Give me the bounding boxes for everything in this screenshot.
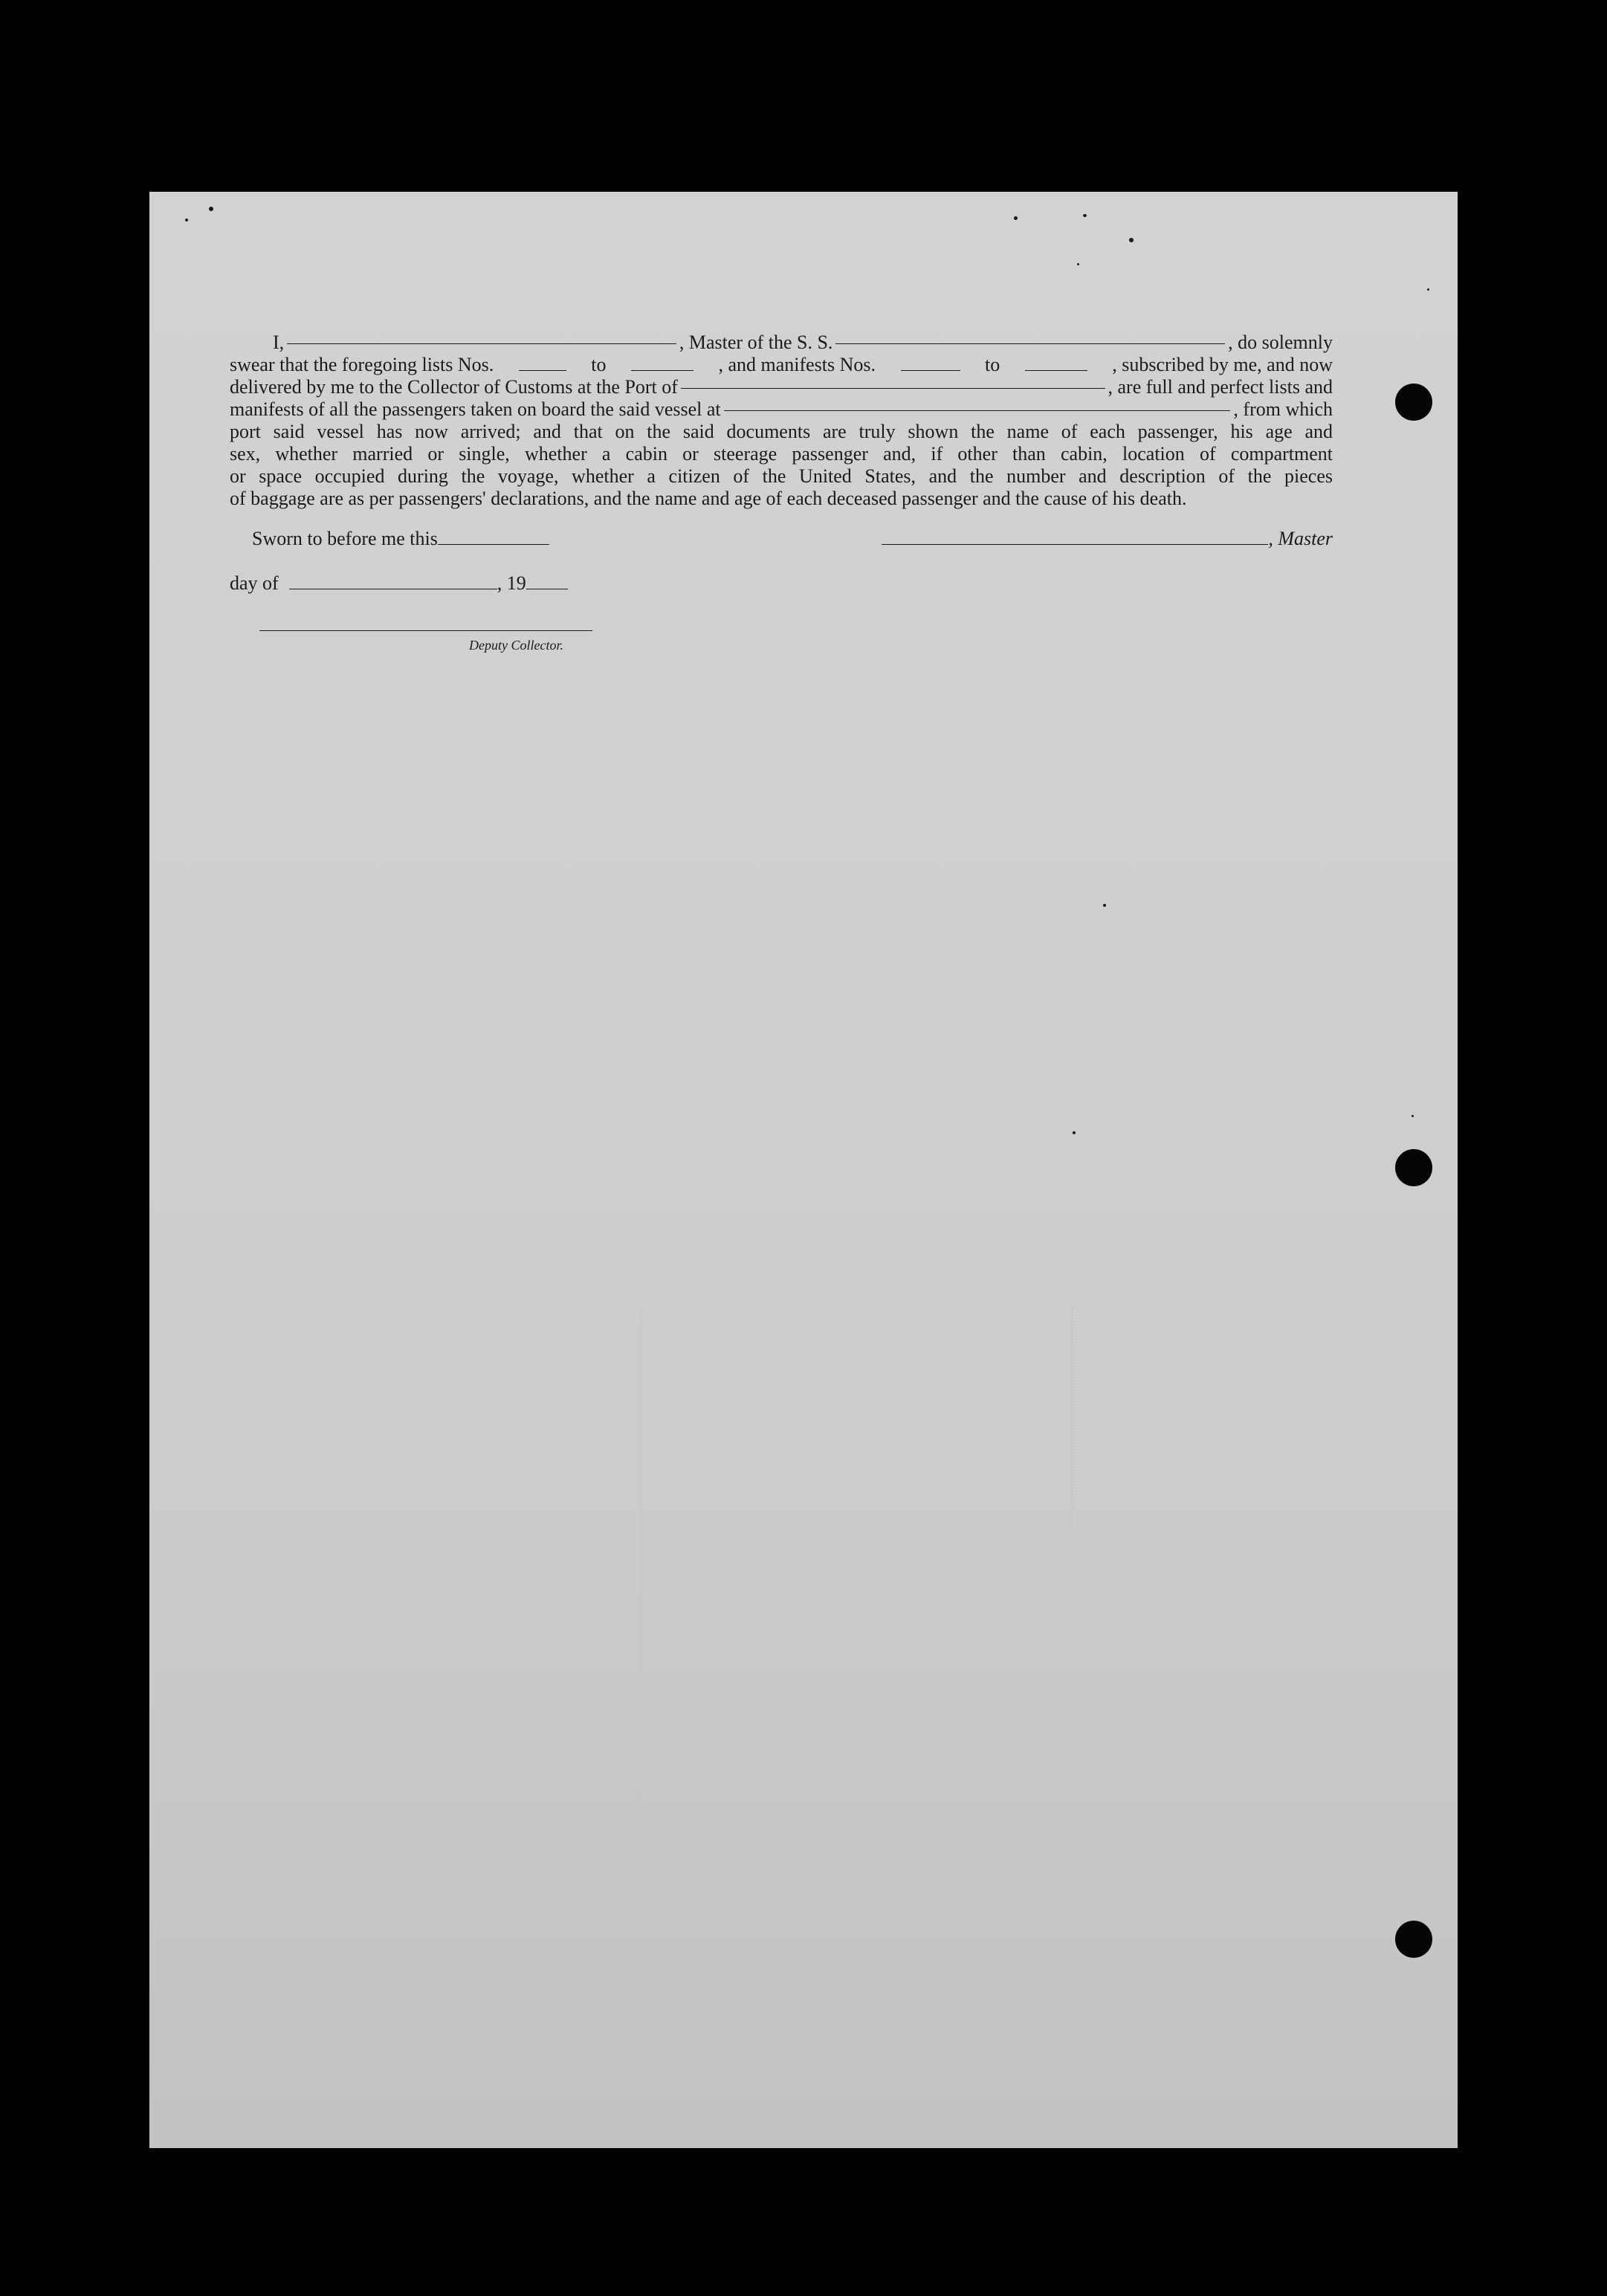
port-blank — [681, 388, 1105, 389]
manifests-to-blank — [1025, 370, 1087, 371]
sworn-label: Sworn to before me this — [252, 528, 438, 549]
paper-speck — [1014, 216, 1018, 220]
bleed-through-mark — [640, 1307, 731, 1827]
oath-line-1: I, , Master of the S. S. , do solemnly — [273, 332, 1333, 353]
oath-line-2: swear that the foregoing lists Nos. to , and manifests Nos. to , subscribed by me, and now — [230, 354, 1333, 375]
day-of-label: day of — [230, 572, 279, 594]
master-label: , Master — [1268, 528, 1333, 549]
master-name-blank — [287, 343, 676, 344]
bleed-through-mark — [1071, 1307, 1184, 1530]
oath-line-5: port said vessel has now arrived; and that on the said documents are truly shown the name of each passenger, his age and — [230, 421, 1333, 442]
paper-speck — [1077, 263, 1079, 265]
oath-line-6: sex, whether married or single, whether a cabin or steerage passenger and, if other than cabin, location of compartment — [230, 443, 1333, 465]
paper-speck — [185, 219, 188, 221]
deputy-collector-signature-line — [259, 630, 592, 631]
paper-speck — [1103, 904, 1106, 907]
year-prefix: , 19 — [497, 572, 526, 594]
lists-to-blank — [631, 370, 693, 371]
oath-line-4: manifests of all the passengers taken on board the said vessel at , from which — [230, 398, 1333, 420]
lists-from-blank — [519, 370, 566, 371]
document-page — [149, 192, 1458, 2148]
paper-speck — [1073, 1131, 1076, 1134]
manifests-from-blank — [901, 370, 960, 371]
oath-line-8: of baggage are as per passengers' declarations, and the name and age of each deceased passenger and the cause of his death. — [230, 488, 1187, 509]
paper-speck — [1083, 214, 1087, 217]
punch-hole — [1395, 384, 1432, 421]
day-row — [230, 572, 568, 595]
oath-line-7: or space occupied during the voyage, whether a citizen of the United States, and the number and description of the pieces — [230, 465, 1333, 487]
sworn-row — [230, 528, 1333, 550]
master-signature-blank — [882, 544, 1268, 545]
oath-line-3: delivered by me to the Collector of Customs at the Port of , are full and perfect lists and — [230, 376, 1333, 398]
paper-speck — [1129, 238, 1134, 242]
paper-speck — [1412, 1115, 1414, 1117]
paper-speck — [209, 207, 213, 211]
ship-name-blank — [835, 343, 1225, 344]
deputy-collector-label: Deputy Collector. — [469, 638, 563, 653]
master-oath-paragraph — [230, 332, 1333, 510]
punch-hole — [1395, 1149, 1432, 1186]
departure-port-blank — [724, 410, 1231, 411]
paper-speck — [1427, 288, 1429, 291]
sworn-date-blank — [438, 544, 549, 545]
punch-hole — [1395, 1921, 1432, 1958]
